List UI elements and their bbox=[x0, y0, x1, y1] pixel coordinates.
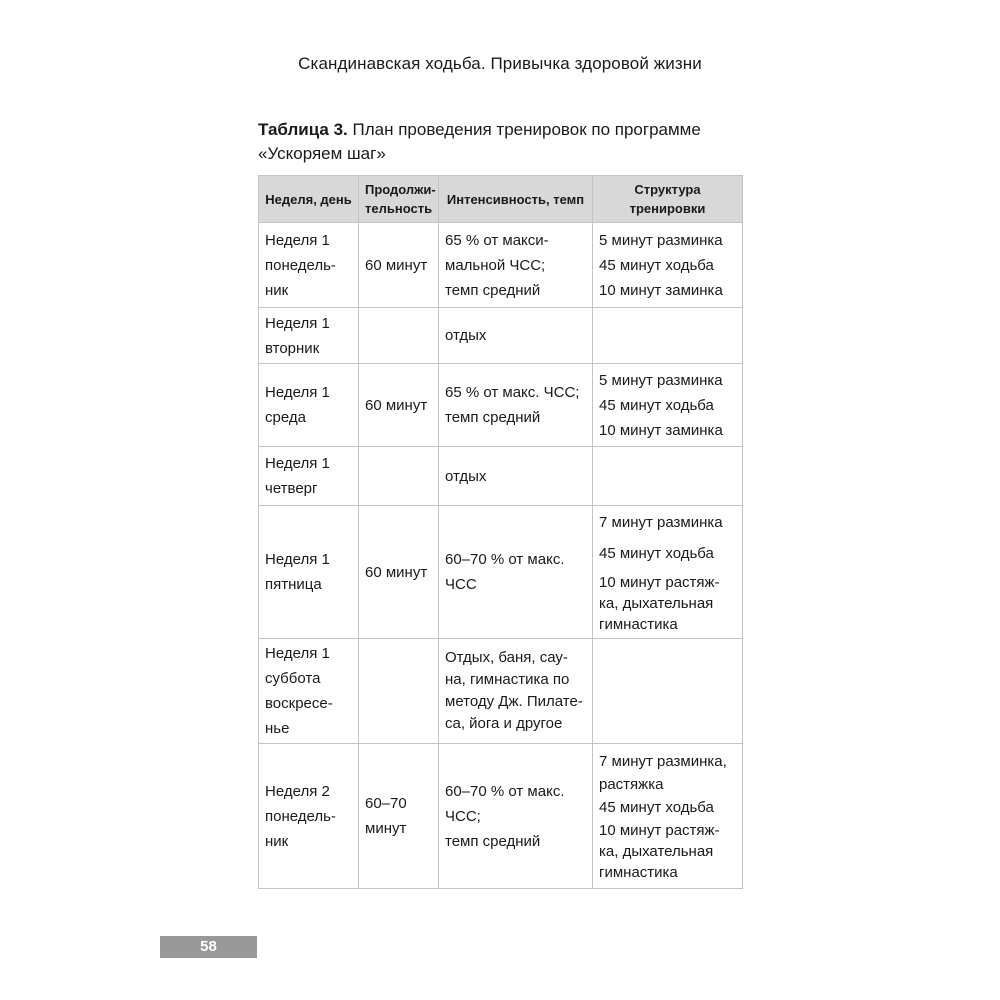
cell-structure bbox=[593, 639, 743, 744]
cell-line: 5 минут разминка bbox=[599, 371, 723, 389]
cell-line: отдых bbox=[445, 467, 487, 485]
cell-line: темп средний bbox=[445, 832, 541, 850]
cell-structure bbox=[593, 308, 743, 364]
cell-line: растяжка bbox=[599, 776, 664, 793]
cell-line: 10 минут заминка bbox=[599, 421, 723, 439]
cell-intensity bbox=[439, 447, 593, 506]
cell-line: методу Дж. Пилате- bbox=[445, 693, 583, 710]
cell-line: Отдых, баня, сау- bbox=[445, 649, 568, 666]
cell-line: ЧСС bbox=[445, 576, 477, 593]
page-number: 58 bbox=[160, 936, 257, 958]
table-row bbox=[259, 364, 743, 447]
header-line: Продолжи- bbox=[365, 182, 436, 197]
cell-line: 60 минут bbox=[365, 256, 428, 274]
header-line: тренировки bbox=[629, 201, 706, 216]
cell-line: 45 минут ходьба bbox=[599, 256, 714, 274]
caption-label: Таблица 3. bbox=[258, 120, 348, 139]
cell-line: 60 минут bbox=[365, 563, 428, 581]
cell-structure bbox=[593, 506, 743, 639]
cell-line: 45 минут ходьба bbox=[599, 396, 714, 414]
cell-line: воскресе- bbox=[265, 695, 333, 712]
cell-line: понедель- bbox=[265, 256, 336, 274]
cell-line: ЧСС; bbox=[445, 807, 481, 825]
cell-line: 65 % от макс. ЧСС; bbox=[445, 384, 580, 401]
cell-line: Неделя 1 bbox=[265, 645, 330, 662]
cell-day bbox=[259, 308, 359, 364]
header-line: тельность bbox=[365, 201, 433, 216]
cell-line: четверг bbox=[265, 480, 318, 497]
cell-line: гимнастика bbox=[599, 864, 678, 881]
cell-line: 65 % от макси- bbox=[445, 231, 549, 249]
cell-structure bbox=[593, 223, 743, 308]
cell-line: отдых bbox=[445, 327, 487, 344]
cell-line: 10 минут заминка bbox=[599, 281, 723, 299]
cell-intensity bbox=[439, 506, 593, 639]
cell-day bbox=[259, 744, 359, 889]
cell-line: ник bbox=[265, 832, 289, 850]
table-row bbox=[259, 506, 743, 639]
cell-line: Неделя 1 bbox=[265, 384, 330, 401]
cell-line: 60–70 bbox=[365, 795, 407, 812]
cell-day bbox=[259, 223, 359, 308]
cell-line: 45 минут ходьба bbox=[599, 799, 714, 816]
cell-line: са, йога и другое bbox=[445, 715, 563, 732]
cell-line: 7 минут разминка bbox=[599, 513, 723, 531]
caption-title-line2: «Ускоряем шаг» bbox=[258, 144, 386, 163]
table-row bbox=[259, 308, 743, 364]
cell-line: 60–70 % от макс. bbox=[445, 551, 565, 568]
cell-line: суббота bbox=[265, 670, 321, 687]
header-structure bbox=[593, 176, 743, 223]
cell-line: на, гимнастика по bbox=[445, 671, 570, 688]
cell-line: 10 минут растяж- bbox=[599, 822, 720, 839]
cell-line: понедель- bbox=[265, 807, 336, 825]
cell-duration bbox=[359, 447, 439, 506]
cell-duration bbox=[359, 364, 439, 447]
cell-line: пятница bbox=[265, 576, 322, 593]
cell-duration bbox=[359, 506, 439, 639]
header-line: темп bbox=[553, 191, 585, 207]
cell-day bbox=[259, 447, 359, 506]
cell-line: 60 минут bbox=[365, 396, 428, 414]
caption-title-line1: План проведения тренировок по программе bbox=[352, 120, 701, 139]
cell-line: темп средний bbox=[445, 281, 541, 299]
table-header-row bbox=[259, 176, 743, 223]
cell-intensity bbox=[439, 308, 593, 364]
cell-line: ка, дыхательная bbox=[599, 843, 714, 860]
cell-line: Неделя 1 bbox=[265, 455, 330, 472]
cell-line: Неделя 1 bbox=[265, 231, 330, 249]
header-intensity bbox=[439, 176, 593, 223]
cell-line: ник bbox=[265, 281, 289, 299]
cell-duration bbox=[359, 744, 439, 889]
cell-intensity bbox=[439, 223, 593, 308]
cell-line: 7 минут разминка, bbox=[599, 753, 727, 770]
cell-line: среда bbox=[265, 409, 306, 426]
training-plan-table bbox=[258, 175, 743, 889]
table-row bbox=[259, 223, 743, 308]
cell-line: минут bbox=[365, 820, 407, 837]
cell-intensity bbox=[439, 744, 593, 889]
cell-line: Неделя 1 bbox=[265, 551, 330, 568]
cell-structure bbox=[593, 447, 743, 506]
cell-line: 5 минут разминка bbox=[599, 231, 723, 249]
header-duration bbox=[359, 176, 439, 223]
cell-line: 45 минут ходьба bbox=[599, 544, 714, 562]
cell-line: 10 минут растяж- bbox=[599, 573, 720, 591]
table-row bbox=[259, 639, 743, 744]
cell-day bbox=[259, 364, 359, 447]
table-row bbox=[259, 447, 743, 506]
cell-day bbox=[259, 639, 359, 744]
cell-line: нье bbox=[265, 720, 290, 737]
header-line: Интенсивность, bbox=[446, 191, 550, 207]
cell-line: гимнастика bbox=[599, 615, 678, 633]
cell-intensity bbox=[439, 639, 593, 744]
header-day bbox=[259, 176, 359, 223]
cell-line: темп средний bbox=[445, 409, 541, 426]
cell-duration bbox=[359, 223, 439, 308]
running-head: Скандинавская ходьба. Привычка здоровой жизни bbox=[298, 54, 702, 73]
cell-structure bbox=[593, 364, 743, 447]
cell-structure bbox=[593, 744, 743, 889]
cell-line: ка, дыхательная bbox=[599, 594, 714, 612]
header-line: Неделя, день bbox=[265, 191, 352, 207]
cell-intensity bbox=[439, 364, 593, 447]
table-row bbox=[259, 744, 743, 889]
cell-line: Неделя 2 bbox=[265, 782, 330, 800]
cell-line: Неделя 1 bbox=[265, 314, 330, 332]
cell-duration bbox=[359, 308, 439, 364]
cell-duration bbox=[359, 639, 439, 744]
cell-day bbox=[259, 506, 359, 639]
cell-line: вторник bbox=[265, 339, 320, 357]
table-caption bbox=[258, 118, 742, 166]
header-line: Структура bbox=[634, 182, 701, 197]
cell-line: 60–70 % от макс. bbox=[445, 782, 565, 800]
cell-line: мальной ЧСС; bbox=[445, 256, 546, 274]
